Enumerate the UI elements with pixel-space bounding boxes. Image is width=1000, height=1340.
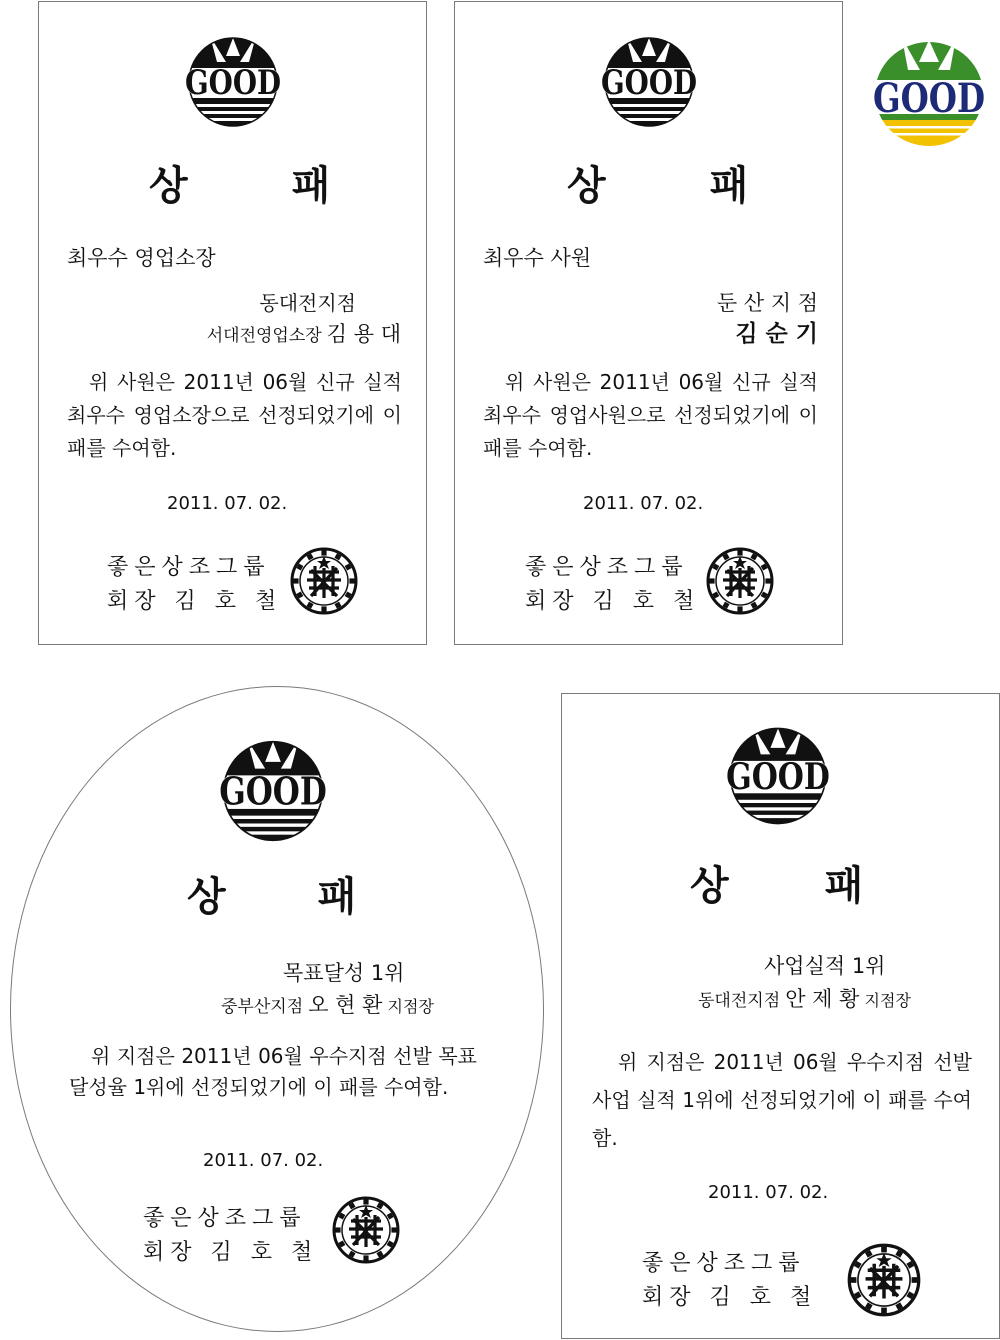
- plaque-title: [149, 154, 330, 211]
- title-left-char: 상: [567, 163, 606, 209]
- recipient-line: [221, 989, 434, 1019]
- title-right-char: 패: [317, 874, 357, 920]
- official-seal: [289, 546, 359, 616]
- good-logo-mono: [217, 735, 329, 847]
- signer-name: 회장 김 호 철: [525, 589, 701, 614]
- award-date: 2011. 07. 02.: [583, 493, 704, 514]
- award-body: 위 지점은 2011년 06월 우수지점 선발 사업 실적 1위에 선정되었기에 이 패를 수여함.: [592, 1050, 972, 1150]
- signer-name: 회장 김 호 철: [107, 589, 283, 614]
- award-category: 사업실적 1위: [764, 954, 886, 978]
- organization-name: 좋은상조그룹: [107, 555, 271, 580]
- title-right-char: 패: [824, 863, 864, 909]
- award-date: 2011. 07. 02.: [708, 1182, 829, 1203]
- organization-name: 좋은상조그룹: [525, 555, 689, 580]
- award-category: 목표달성 1위: [283, 961, 405, 985]
- award-date: 2011. 07. 02.: [167, 493, 288, 514]
- recipient-name: 오 현 환: [308, 993, 383, 1017]
- branch-name: 동대전지점: [698, 991, 781, 1011]
- official-seal: [846, 1242, 922, 1318]
- award-body: 위 지점은 2011년 06월 우수지점 선발 목표 달성율 1위에 선정되었기에 이 패를 수여함.: [69, 1044, 477, 1099]
- award-category: 최우수 사원: [483, 246, 592, 270]
- plaque-title: [187, 865, 356, 922]
- recipient-position: 서대전영업소장: [206, 326, 322, 346]
- recipient-line: [698, 983, 911, 1013]
- good-logo-mono: [724, 722, 832, 830]
- organization-name: 좋은상조그룹: [143, 1206, 307, 1231]
- official-seal: [705, 546, 775, 616]
- branch-name: 둔 산 지 점: [716, 291, 818, 315]
- recipient-title: 지점장: [387, 997, 434, 1016]
- logo-word: GOOD: [219, 768, 327, 814]
- branch-name: 중부산지점: [221, 997, 304, 1017]
- plaque-top-left: [38, 1, 427, 645]
- signer-name: 회장 김 호 철: [143, 1240, 319, 1265]
- branch-name: 동대전지점: [259, 291, 356, 315]
- award-category: 최우수 영업소장: [67, 246, 216, 270]
- logo-word: GOOD: [185, 63, 281, 103]
- organization-name: 좋은상조그룹: [642, 1251, 806, 1276]
- good-logo-mono: [183, 32, 283, 132]
- good-logo-color: [872, 40, 986, 148]
- official-seal: [331, 1195, 401, 1265]
- logo-word: GOOD: [601, 63, 697, 103]
- title-right-char: 패: [709, 163, 749, 209]
- recipient-name: 안 제 황: [785, 987, 860, 1011]
- logo-word: GOOD: [873, 75, 985, 122]
- plaque-oval: [10, 686, 544, 1332]
- title-left-char: 상: [690, 863, 729, 909]
- good-logo-mono: [599, 32, 699, 132]
- plaque-title: [567, 154, 748, 211]
- recipient-name: 김 용 대: [326, 322, 401, 346]
- logo-word: GOOD: [726, 754, 830, 798]
- plaque-title: [690, 854, 863, 911]
- title-right-char: 패: [291, 163, 331, 209]
- award-body: 위 사원은 2011년 06월 신규 실적 최우수 영업소장으로 선정되었기에 이 패를 수여함.: [67, 370, 402, 460]
- plaque-bottom-right: [561, 693, 1000, 1339]
- plaque-top-middle: [454, 1, 843, 645]
- signer-name: 회장 김 호 철: [642, 1285, 818, 1310]
- recipient-title: 지점장: [864, 991, 911, 1010]
- title-left-char: 상: [149, 163, 188, 209]
- recipient-line: [207, 318, 401, 348]
- award-body: 위 사원은 2011년 06월 신규 실적 최우수 영업사원으로 선정되었기에 이 패를 수여함.: [483, 370, 818, 460]
- award-date: 2011. 07. 02.: [203, 1150, 324, 1171]
- recipient-name: 김 순 기: [735, 321, 818, 347]
- title-left-char: 상: [187, 874, 226, 920]
